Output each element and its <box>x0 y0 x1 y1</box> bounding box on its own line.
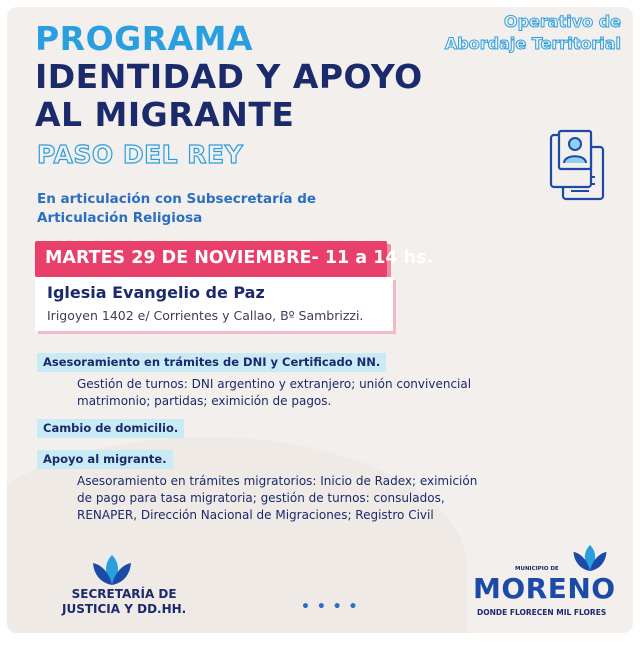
document-user-icon <box>545 125 617 207</box>
date-banner <box>35 241 434 277</box>
operativo-label <box>445 11 621 55</box>
municipio-name: MORENO <box>473 572 616 605</box>
lotus-flower-icon <box>570 542 610 574</box>
event-date: MARTES 29 DE NOVIEMBRE- 11 a 14 hs. <box>45 248 434 268</box>
service-title-domicilio: Cambio de domicilio. <box>37 419 184 438</box>
articulation-line-2: Articulación Religiosa <box>37 210 203 226</box>
venue-name: Iglesia Evangelio de Paz <box>47 283 265 302</box>
service-title-migrante: Apoyo al migrante. <box>37 450 173 469</box>
municipio-tagline: DONDE FLORECEN MIL FLORES <box>477 608 607 617</box>
service-migrante-desc-line-3: RENAPER, Dirección Nacional de Migraciones; Registro Civil <box>77 508 434 522</box>
secretaria-line-1: SECRETARÍA DE <box>71 587 177 601</box>
municipio-label: MUNICIPIO DE <box>515 566 559 572</box>
service-migrante-desc-line-1: Asesoramiento en trámites migratorios: Inicio de Radex; eximición <box>77 474 478 488</box>
secretaria-line-2: JUSTICIA Y DD.HH. <box>62 602 187 616</box>
pagination-dots: • • • • <box>301 599 359 615</box>
lotus-flower-icon <box>89 553 135 587</box>
venue-address: Irigoyen 1402 e/ Corrientes y Callao, Bº Sambrizzi. <box>47 308 364 323</box>
operativo-line-1: Operativo de <box>503 12 621 31</box>
service-dni-desc-line-1: Gestión de turnos: DNI argentino y extranjero; unión convivencial <box>77 377 472 391</box>
service-description-migrante <box>77 473 507 524</box>
title-identidad: IDENTIDAD Y APOYO <box>35 57 423 96</box>
articulation-text <box>37 190 367 228</box>
secretaria-name <box>62 587 186 617</box>
venue-box <box>35 277 393 331</box>
poster <box>7 7 633 633</box>
service-migrante-desc-line-2: de pago para tasa migratoria; gestión de turnos: consulados, <box>77 491 445 505</box>
service-title-dni: Asesoramiento en trámites de DNI y Certificado NN. <box>37 353 386 372</box>
title-migrante: AL MIGRANTE <box>35 95 295 134</box>
operativo-line-2: Abordaje Territorial <box>444 34 621 53</box>
title-programa: PROGRAMA <box>35 19 254 58</box>
service-description-dni <box>77 376 517 410</box>
articulation-line-1: En articulación con Subsecretaría de <box>37 191 317 207</box>
service-dni-desc-line-2: matrimonio; partidas; eximición de pagos. <box>77 394 332 408</box>
location-title: PASO DEL REY <box>37 140 244 169</box>
